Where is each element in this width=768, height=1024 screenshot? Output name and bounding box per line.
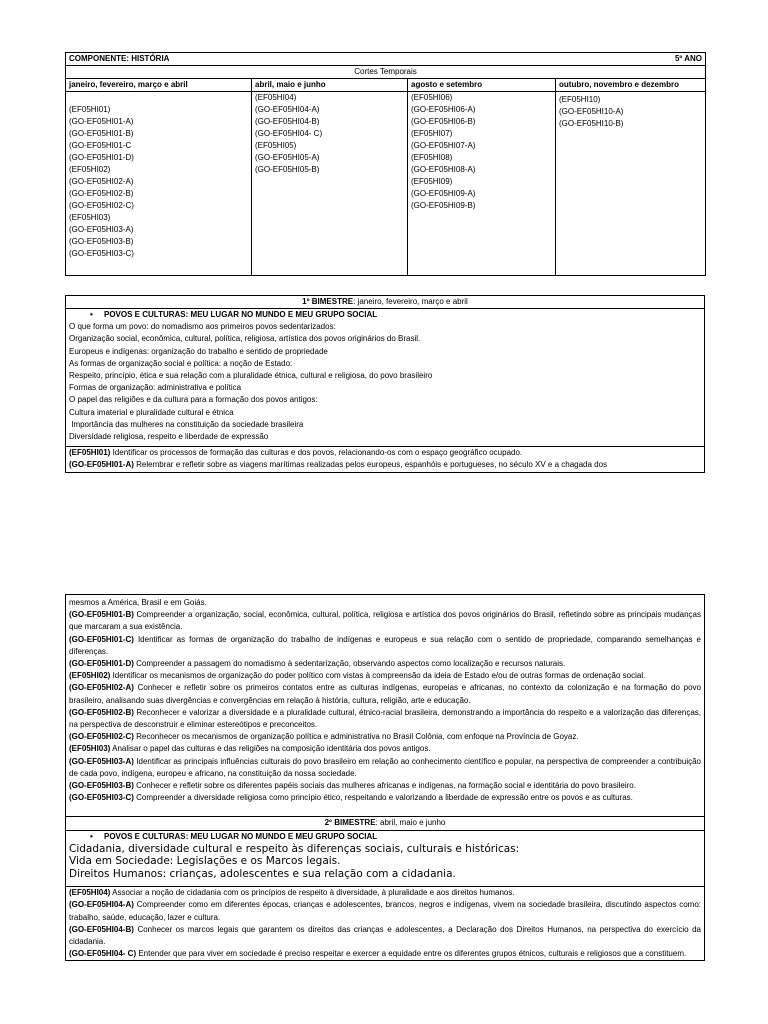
col-header-3: agosto e setembro [408, 79, 556, 92]
col-header-4: outubro, novembro e dezembro [556, 79, 706, 92]
skill-item [66, 924, 704, 948]
skill-text: Reconhecer os mecanismos de organização política e administrativa no Brasil Colônia, com enfoque na Província de Goyaz. [133, 732, 579, 742]
skill-code: (GO-EF05HI03-B) [69, 781, 134, 791]
skill-code: (GO-EF05HI04- C) [69, 949, 137, 959]
object-item: Cultura imaterial e pluralidade cultural e étnica [69, 407, 234, 417]
code-item: (GO-EF05HI09-B) [411, 201, 476, 210]
skill-code: (GO-EF05HI02-C) [69, 732, 134, 742]
cortes-temporais-table [65, 52, 706, 276]
bimestre-1-skills-page1 [66, 447, 704, 471]
object-item: Europeus e indígenas: organização do trabalho e sentido de propriedade [69, 346, 328, 356]
componente-row [66, 53, 706, 66]
skill-code: (GO-EF05HI01-A) [69, 460, 134, 470]
bimestre-2-objects [66, 831, 704, 888]
skill-item [66, 887, 704, 899]
skill-item [66, 682, 704, 706]
codes-column-1 [66, 92, 252, 276]
skill-text: Identificar os processos de formação das culturas e dos povos, relacionando-os com o espaço geográfico ocupado. [110, 448, 523, 458]
code-item: (GO-EF05HI01-C [69, 141, 132, 150]
skill-text: Compreender a diversidade religiosa como princípio ético, respeitando e valorizando a liberdade de expressão entre os povos e as culturas. [133, 793, 633, 803]
bimestre-2-title-rest: : abril, maio e junho [375, 818, 446, 828]
theme-text: POVOS E CULTURAS: MEU LUGAR NO MUNDO E MEU GRUPO SOCIAL [104, 831, 378, 841]
code-item: (GO-EF05HI04- C) [255, 129, 323, 138]
object-item: Direitos Humanos: crianças, adolescentes e sua relação com a cidadania. [69, 867, 456, 880]
object-item: O que forma um povo: do nomadismo aos primeiros povos sedentarizados: [69, 322, 336, 332]
object-item: O papel das religiões e da cultura para a formação dos povos antigos: [69, 395, 318, 405]
object-item: Importância das mulheres na constituição da sociedade brasileira [69, 419, 304, 429]
object-item: Organização social, econômica, cultural, política, religiosa, artística dos povos originários do Brasil. [69, 334, 421, 344]
skill-code: (GO-EF05HI01-D) [69, 659, 134, 669]
bimestre-1-skills-page2 [66, 595, 704, 817]
object-item: Formas de organização: administrativa e política [69, 383, 242, 393]
bimestre-2-title [66, 817, 704, 830]
code-item: (GO-EF05HI10-B) [559, 119, 624, 128]
object-item: Cidadania, diversidade cultural e respeito às diferenças sociais, culturais e históricas: [69, 842, 520, 855]
code-item: (EF05HI01) [69, 105, 111, 114]
skill-text: Conhecer e refletir sobre os diferentes papéis sociais das mulheres africanas e indígenas, na formação social e identitária do povo brasileiro. [133, 781, 636, 791]
bimestre-1-objects [66, 309, 704, 447]
object-item: As formas de organização social e política: a noção de Estado: [69, 358, 293, 368]
skill-code: (EF05HI02) [69, 671, 111, 681]
skill-item [66, 948, 704, 960]
code-item: (EF05HI02) [69, 165, 111, 174]
skill-item [66, 756, 704, 780]
code-item: (GO-EF05HI07-A) [411, 141, 476, 150]
object-item: Vida em Sociedade: Legislações e os Marcos legais. [69, 855, 341, 868]
skill-item [66, 634, 704, 658]
skill-code: (GO-EF05HI02-A) [69, 683, 134, 693]
code-item: (GO-EF05HI06-A) [411, 105, 476, 114]
skill-item [66, 707, 704, 731]
skill-text: Compreender a organização, social, econômica, cultural, política, religiosa e artística dos povos originários do Brasil, refletindo sobre as principais mudanças que marcaram a sua existência. [69, 610, 701, 632]
bimestre-1-title-rest: : janeiro, fevereiro, março e abril [353, 297, 468, 306]
code-item: (EF05HI10) [559, 95, 601, 104]
skill-text: Entender que para viver em sociedade é preciso respeitar e exercer a equidade entre os diferentes grupos étnicos, culturais e religiosos que a constituem. [136, 949, 687, 959]
code-item: (GO-EF05HI04-B) [255, 117, 320, 126]
cortes-temporais-title: Cortes Temporais [66, 66, 706, 79]
code-item: (GO-EF05HI06-B) [411, 117, 476, 126]
code-item: (GO-EF05HI03-B) [69, 237, 134, 246]
code-item: (GO-EF05HI03-A) [69, 225, 134, 234]
code-item: (EF05HI06) [411, 93, 453, 102]
skill-item [66, 731, 704, 743]
skill-item [66, 447, 704, 459]
code-item: (EF05HI07) [411, 129, 453, 138]
codes-column-2 [252, 92, 408, 276]
code-item: (GO-EF05HI01-B) [69, 129, 134, 138]
bimestre-2-title-bold: 2º BIMESTRE [324, 818, 376, 828]
componente-label: COMPONENTE: HISTÓRIA [69, 54, 170, 63]
skill-text: Relembrar e refletir sobre as viagens marítimas realizadas pelos europeus, espanhóis e portugueses, no século XV e a chagada dos [133, 460, 608, 470]
skill-item [66, 459, 704, 471]
skill-code: (GO-EF05HI02-B) [69, 707, 134, 717]
code-item: (GO-EF05HI09-A) [411, 189, 476, 198]
skill-item [66, 609, 704, 633]
skill-item [66, 743, 704, 755]
skill-item [66, 792, 704, 814]
skill-code: (GO-EF05HI04-A) [69, 900, 134, 910]
skill-text: Associar a noção de cidadania com os princípios de respeito à diversidade, à pluralidade e aos direitos humanos. [110, 888, 515, 898]
code-item: (GO-EF05HI01-A) [69, 117, 134, 126]
bimestre-1-section [65, 295, 705, 473]
code-item: (EF05HI08) [411, 153, 453, 162]
code-item: (EF05HI09) [411, 177, 453, 186]
code-item: (EF05HI05) [255, 141, 297, 150]
object-item: Respeito, princípio, ética e sua relação com a pluralidade étnica, cultural e religiosa, do povo brasileiro [69, 371, 433, 381]
code-item: (GO-EF05HI01-D) [69, 153, 134, 162]
skill-code: (GO-EF05HI04-B) [69, 924, 134, 934]
code-item: (GO-EF05HI02-A) [69, 177, 134, 186]
bimestre-1-continuation [65, 594, 705, 961]
skill-code: (GO-EF05HI01-C) [69, 634, 134, 644]
col-header-2: abril, maio e junho [252, 79, 408, 92]
skill-text: Conhecer e refletir sobre os primeiros contatos entre as culturas indígenas, europeias e africanas, no contexto da colonização e na formação do povo brasileiro, analisando suas divergências e convergências em relação à história, cultura, religião, arte e educação. [69, 683, 701, 705]
code-item: (GO-EF05HI04-A) [255, 105, 320, 114]
code-item: (EF05HI04) [255, 93, 297, 102]
code-item: (GO-EF05HI10-A) [559, 107, 624, 116]
bimestre-1-title [66, 296, 704, 309]
ano-label: 5º ANO [674, 54, 703, 63]
skill-text: Conhecer os marcos legais que garantem os direitos das crianças e adolescentes, a Declaração dos Direitos Humanos, na perspectiva do exercício da cidadania. [69, 924, 701, 946]
skill-code: (EF05HI04) [69, 888, 111, 898]
skill-item [66, 670, 704, 682]
bimestre-1-title-bold: 1º BIMESTRE [302, 297, 354, 306]
skill-text: Identificar as formas de organização do trabalho de indígenas e europeus e sua relação com o sentido de propriedade, comparando semelhanças e diferenças. [69, 634, 701, 656]
theme-text: POVOS E CULTURAS: MEU LUGAR NO MUNDO E MEU GRUPO SOCIAL [104, 310, 378, 320]
code-item: (GO-EF05HI05-B) [255, 165, 320, 174]
skill-text: Identificar as principais influências culturais do povo brasileiro em relação ao conhecimento científico e popular, na perspectiva de compreender a contribuição de cada povo, indígena, europeu e africano, na constituição da nossa sociedade. [69, 756, 701, 778]
skill-continuation: mesmos a América, Brasil e em Goiás. [69, 598, 207, 607]
bimestre-2-skills [66, 887, 704, 960]
object-item: Diversidade religiosa, respeito e liberdade de expressão [69, 432, 269, 442]
code-item: (EF05HI03) [69, 213, 111, 222]
skill-code: (GO-EF05HI03-C) [69, 793, 134, 803]
code-item: (GO-EF05HI03-C) [69, 249, 134, 258]
codes-column-3 [408, 92, 556, 276]
skill-text: Identificar os mecanismos de organização do poder político com vistas à compreensão da ideia de Estado e/ou de outras formas de ordenação social. [110, 671, 646, 681]
skill-code: (EF05HI01) [69, 448, 111, 458]
bimestre-1-theme: • POVOS E CULTURAS: MEU LUGAR NO MUNDO E MEU GRUPO SOCIAL [90, 310, 378, 320]
codes-column-4 [556, 92, 706, 276]
code-item: (GO-EF05HI02-C) [69, 201, 134, 210]
bimestre-2-theme: • POVOS E CULTURAS: MEU LUGAR NO MUNDO E MEU GRUPO SOCIAL [90, 831, 378, 841]
code-item: (GO-EF05HI08-A) [411, 165, 476, 174]
code-item: (GO-EF05HI05-A) [255, 153, 320, 162]
skill-text: Analisar o papel das culturas e das religiões na composição identitária dos povos antigos. [110, 744, 431, 754]
code-item: (GO-EF05HI02-B) [69, 189, 134, 198]
skill-text: Compreender a passagem do nomadismo à sedentarização, observando aspectos como localização e recursos naturais. [133, 659, 566, 669]
skill-item [66, 899, 704, 923]
skill-text: Reconhecer e valorizar a diversidade e a pluralidade cultural, étnico-racial brasileira, demonstrando a importância do respeito e a valorização das diferenças, na perspectiva de desconstruir e eliminar estereótipos e preconceitos. [69, 707, 701, 730]
skill-text: Compreender como em diferentes épocas, crianças e adolescentes, brancos, negros e indígenas, vivem na sociedade brasileira, discutindo aspectos como: trabalho, saúde, educação, lazer e cultura. [69, 900, 701, 922]
col-header-1: janeiro, fevereiro, março e abril [66, 79, 252, 92]
skill-item [66, 658, 704, 670]
skill-code: (GO-EF05HI01-B) [69, 610, 134, 620]
skill-code: (GO-EF05HI03-A) [69, 756, 134, 766]
skill-item [66, 780, 704, 792]
skill-code: (EF05HI03) [69, 744, 111, 754]
